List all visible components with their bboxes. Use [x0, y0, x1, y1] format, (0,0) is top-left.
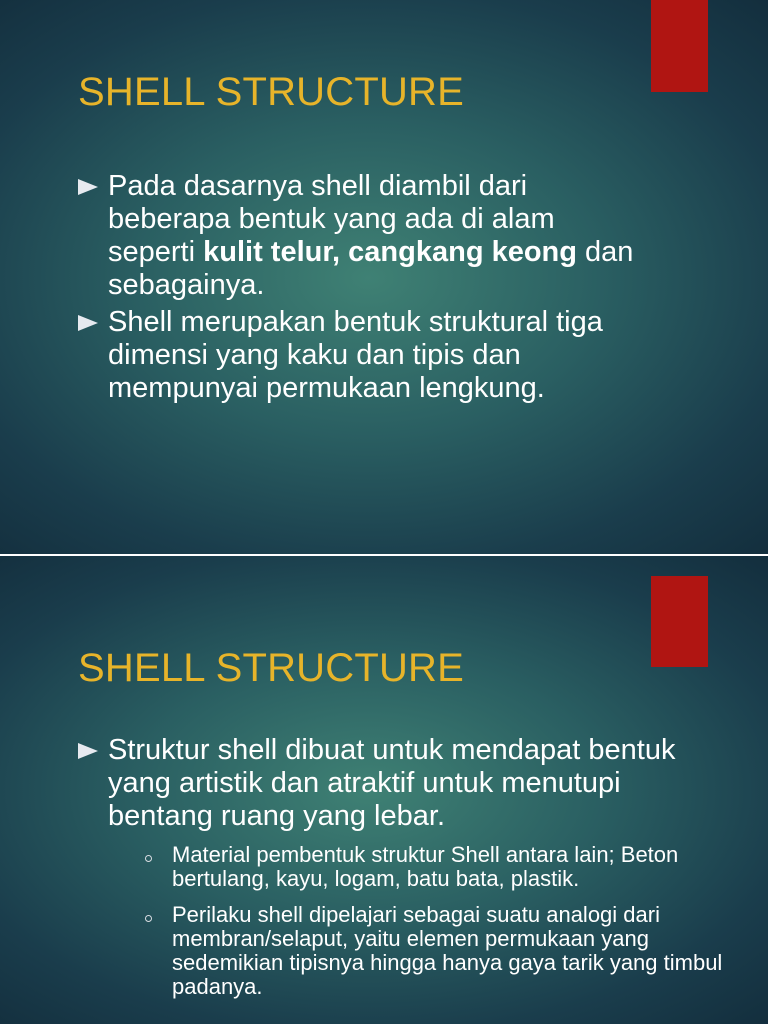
slide-title: SHELL STRUCTURE — [78, 70, 465, 114]
bullet-emphasis-kulit-telur: kulit telur, — [203, 236, 341, 268]
bullet-item — [78, 170, 638, 302]
bullet-item — [78, 734, 728, 999]
bullet-text-part: Pada dasarnya shell diambil dari beberapa bentuk yang ada di alam seperti — [108, 170, 555, 268]
bullet-list — [78, 734, 728, 1011]
subbullet-text: Material pembentuk struktur Shell antara lain; Beton bertulang, kayu, logam, batu bata, plastik. — [172, 842, 679, 891]
accent-bar — [651, 0, 708, 92]
bullet-text: Shell merupakan bentuk struktural tiga dimensi yang kaku dan tipis dan mempunyai permukaan lengkung. — [108, 306, 603, 404]
triangle-arrow-icon — [78, 179, 98, 195]
triangle-arrow-icon — [78, 315, 98, 331]
subbullet-text: Perilaku shell dipelajari sebagai suatu analogi dari membran/selaput, yaitu elemen permukaan yang sedemikian tipisnya hingga hanya gaya tarik yang timbul padanya. — [172, 902, 723, 999]
subbullet-item — [108, 903, 728, 999]
bullet-text: Struktur shell dibuat untuk mendapat bentuk yang artistik dan atraktif untuk menutupi bentang ruang yang lebar. — [108, 734, 676, 832]
bullet-text-part: dan sebagainya. — [108, 236, 634, 301]
bullet-list — [78, 170, 638, 409]
subbullet-list — [108, 843, 728, 999]
circle-bullet-icon — [145, 915, 152, 922]
subbullet-item — [108, 843, 728, 891]
bullet-item — [78, 306, 638, 405]
slide-2 — [0, 556, 768, 1024]
bullet-text-part — [340, 236, 348, 268]
accent-bar — [651, 576, 708, 667]
triangle-arrow-icon — [78, 743, 98, 759]
slide-title: SHELL STRUCTURE — [78, 646, 465, 690]
circle-bullet-icon — [145, 855, 152, 862]
bullet-emphasis-cangkang-keong: cangkang keong — [348, 236, 577, 268]
